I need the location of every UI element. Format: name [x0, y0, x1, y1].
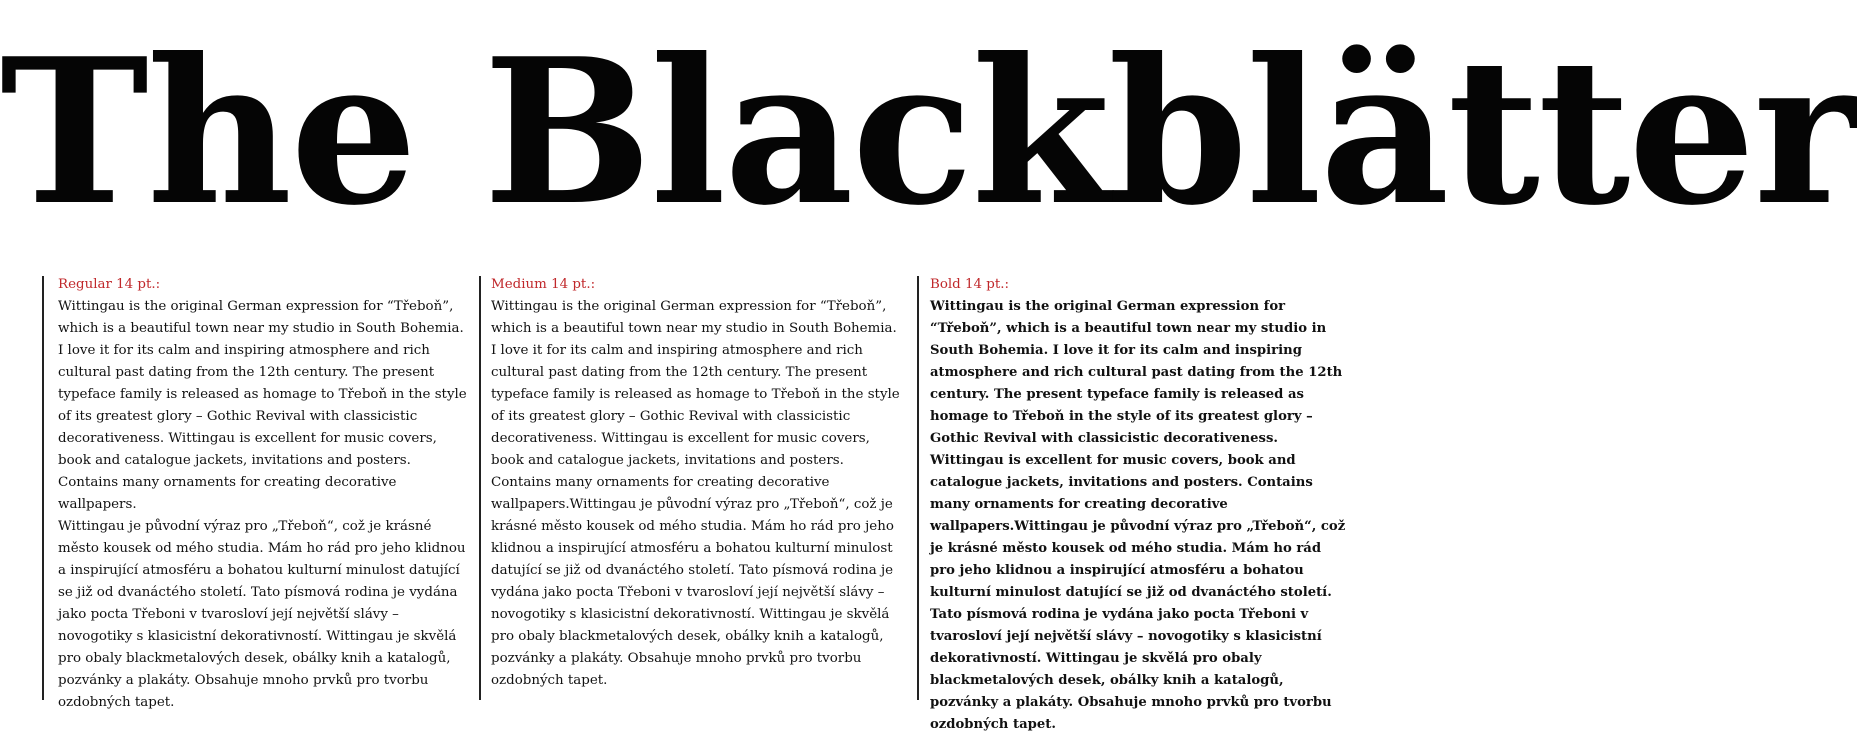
specimen-column-regular [58, 274, 468, 714]
page-title: The Blackblätter [0, 15, 1857, 250]
specimen-text-cz: Wittingau je původní výraz pro „Třeboň“, což je krásné město kousek od mého studia. Mám ho rád pro jeho klidnou a inspirující atmosféru a bohatou kulturní minulost datující se již od dvanáctého století. Tato písmová rodina je vydána jako pocta Třeboni v tvarosloví její největší slávy – novogotiky s klasicistní dekorativností. Wittingau je skvělá pro obaly blackmetalových desek, obálky knih a katalogů, pozvánky a plakáty. Obsahuje mnoho prvků pro tvorbu ozdobných tapet. [58, 519, 466, 710]
weight-label: Regular 14 pt.: [58, 277, 161, 292]
specimen-column-bold [930, 274, 1346, 736]
specimen-text: Wittingau is the original German expression for “Třeboň”, which is a beautiful town near my studio in South Bohemia. I love it for its calm and inspiring atmosphere and rich cultural past dating from the 12th century. The present typeface family is released as homage to Třeboň in the style of its greatest glory – Gothic Revival with classicistic decorativeness. Wittingau is excellent for music covers, book and catalogue jackets, invitations and posters. Contains many ornaments for creating decorative wallpapers.Wittingau je původní výraz pro „Třeboň“, což je krásné město kousek od mého studia. Mám ho rád pro jeho klidnou a inspirující atmosféru a bohatou kulturní minulost datující se již od dvanáctého století. Tato písmová rodina je vydána jako pocta Třeboni v tvarosloví její největší slávy – novogotiky s klasicistní dekorativností. Wittingau je skvělá pro obaly blackmetalových desek, obálky knih a katalogů, pozvánky a plakáty. Obsahuje mnoho prvků pro tvorbu ozdobných tapet. [491, 299, 900, 688]
column-divider [479, 276, 481, 700]
weight-label: Medium 14 pt.: [491, 277, 596, 292]
column-divider [42, 276, 44, 700]
specimen-text: Wittingau is the original German expression for “Třeboň”, which is a beautiful town near my studio in South Bohemia. I love it for its calm and inspiring atmosphere and rich cultural past dating from the 12th century. The present typeface family is released as homage to Třeboň in the style of its greatest glory – Gothic Revival with classicistic decorativeness. Wittingau is excellent for music covers, book and catalogue jackets, invitations and posters. Contains many ornaments for creating decorative wallpapers.Wittingau je původní výraz pro „Třeboň“, což je krásné město kousek od mého studia. Mám ho rád pro jeho klidnou a inspirující atmosféru a bohatou kulturní minulost datující se již od dvanáctého století. Tato písmová rodina je vydána jako pocta Třeboni v tvarosloví její největší slávy – novogotiky s klasicistní dekorativností. Wittingau je skvělá pro obaly blackmetalových desek, obálky knih a katalogů, pozvánky a plakáty. Obsahuje mnoho prvků pro tvorbu ozdobných tapet. [930, 299, 1346, 732]
specimen-column-medium [491, 274, 903, 692]
specimen-text-en: Wittingau is the original German expression for “Třeboň”, which is a beautiful town near my studio in South Bohemia. I love it for its calm and inspiring atmosphere and rich cultural past dating from the 12th century. The present typeface family is released as homage to Třeboň in the style of its greatest glory – Gothic Revival with classicistic decorativeness. Wittingau is excellent for music covers, book and catalogue jackets, invitations and posters. Contains many ornaments for creating decorative wallpapers. [58, 299, 467, 512]
column-divider [917, 276, 919, 700]
weight-label: Bold 14 pt.: [930, 277, 1010, 292]
